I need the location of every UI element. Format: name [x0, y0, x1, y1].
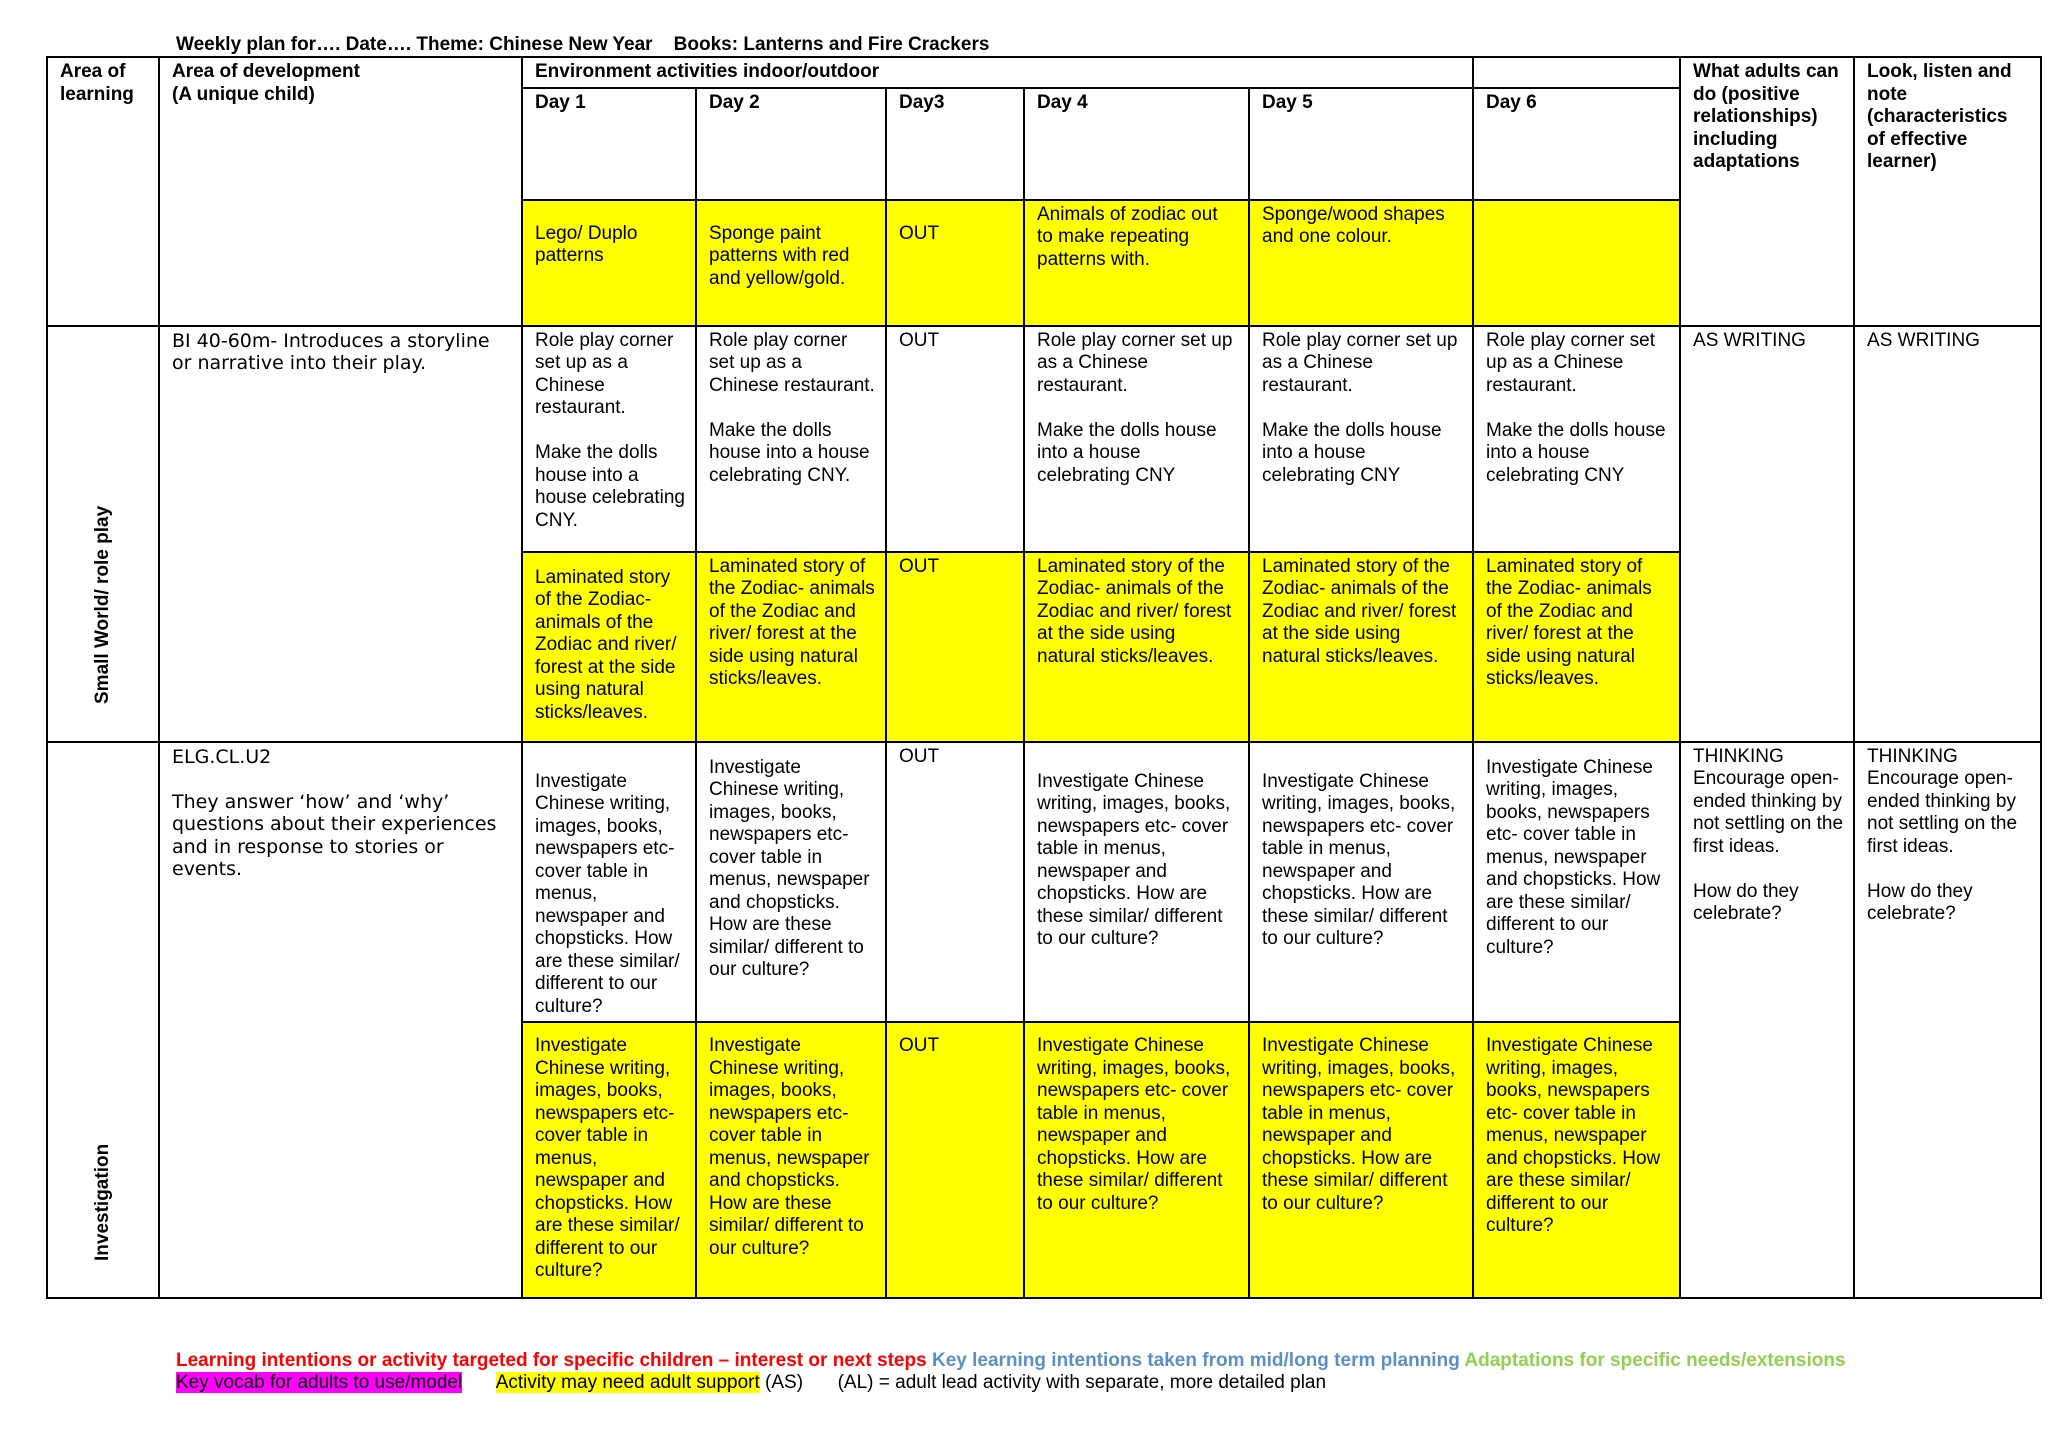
- activity-cell: Laminated story of the Zodiac- animals of the Zodiac and river/ forest at the side using natural sticks/leaves.: [1249, 552, 1473, 742]
- activity-cell: Laminated story of the Zodiac- animals of the Zodiac and river/ forest at the side using natural sticks/leaves.: [1024, 552, 1249, 742]
- legend-al: (AL) = adult lead activity with separate, more detailed plan: [837, 1372, 1327, 1393]
- activity-cell: Role play corner set up as a Chinese restaurant. Make the dolls house into a house celebrating CNY: [1249, 326, 1473, 552]
- legend-as: (AS): [759, 1372, 804, 1393]
- activity-cell: OUT: [886, 200, 1024, 326]
- activity-cell: Role play corner set up as a Chinese restaurant. Make the dolls house into a house celebrating CNY: [1473, 326, 1680, 552]
- adults-note: AS WRITING: [1680, 326, 1854, 742]
- activity-cell: Role play corner set up as a Chinese restaurant. Make the dolls house into a house celebrating CNY.: [522, 326, 696, 552]
- day-header: Day 1: [522, 88, 696, 200]
- activity-cell: Investigate Chinese writing, images, books, newspapers etc- cover table in menus, newspaper and chopsticks. How are these similar/ different to our culture?: [696, 742, 886, 1023]
- look-note: THINKING Encourage open-ended thinking by not settling on the first ideas. How do they celebrate?: [1854, 742, 2041, 1299]
- activity-cell: Animals of zodiac out to make repeating patterns with.: [1024, 200, 1249, 326]
- activity-cell: OUT: [886, 1022, 1024, 1298]
- activity-cell: OUT: [886, 326, 1024, 552]
- day-header: Day 4: [1024, 88, 1249, 200]
- area-investigation: Investigation: [47, 742, 159, 1299]
- header-environment: Environment activities indoor/outdoor: [522, 57, 1473, 88]
- development-text: BI 40-60m- Introduces a storyline or narrative into their play.: [159, 326, 522, 742]
- area-small-world: Small World/ role play: [47, 326, 159, 742]
- activity-cell: Sponge/wood shapes and one colour.: [1249, 200, 1473, 326]
- weekly-plan-table: [46, 56, 2042, 1299]
- header-area-of-learning: Area of learning: [47, 57, 159, 326]
- day-header: Day 5: [1249, 88, 1473, 200]
- development-text: ELG.CL.U2 They answer ‘how’ and ‘why’ questions about their experiences and in response to stories or events.: [159, 742, 522, 1299]
- activity-cell: Investigate Chinese writing, images, books, newspapers etc- cover table in menus, newspaper and chopsticks. How are these similar/ different to our culture?: [696, 1022, 886, 1298]
- legend-green: Adaptations for specific needs/extensions: [1464, 1350, 1846, 1371]
- legend-yellow: Activity may need adult support: [495, 1372, 760, 1393]
- header-adults: What adults can do (positive relationships) including adaptations: [1680, 57, 1854, 326]
- activity-cell: OUT: [886, 552, 1024, 742]
- activity-cell: Laminated story of the Zodiac- animals of the Zodiac and river/ forest at the side using natural sticks/leaves.: [522, 552, 696, 742]
- activity-cell: OUT: [886, 742, 1024, 1023]
- activity-cell: Role play corner set up as a Chinese restaurant. Make the dolls house into a house celebrating CNY: [1024, 326, 1249, 552]
- activity-cell: Role play corner set up as a Chinese restaurant. Make the dolls house into a house celebrating CNY.: [696, 326, 886, 552]
- activity-cell: Investigate Chinese writing, images, books, newspapers etc- cover table in menus, newspaper and chopsticks. How are these similar/ different to our culture?: [1249, 742, 1473, 1023]
- adults-note: THINKING Encourage open-ended thinking by not settling on the first ideas. How do they celebrate?: [1680, 742, 1854, 1299]
- look-note: AS WRITING: [1854, 326, 2041, 742]
- page-title: Weekly plan for…. Date…. Theme: Chinese New Year Books: Lanterns and Fire Crackers: [176, 34, 990, 55]
- legend-red: Learning intentions or activity targeted for specific children – interest or next steps: [176, 1350, 927, 1371]
- header-blank: [1473, 57, 1680, 88]
- activity-cell: Sponge paint patterns with red and yellow/gold.: [696, 200, 886, 326]
- header-area-of-development: Area of development (A unique child): [159, 57, 522, 326]
- activity-cell: [1473, 200, 1680, 326]
- activity-cell: Investigate Chinese writing, images, books, newspapers etc- cover table in menus, newspaper and chopsticks. How are these similar/ different to our culture?: [1473, 1022, 1680, 1298]
- day-header: Day3: [886, 88, 1024, 200]
- activity-cell: Investigate Chinese writing, images, books, newspapers etc- cover table in menus, newspaper and chopsticks. How are these similar/ different to our culture?: [522, 742, 696, 1023]
- activity-cell: Investigate Chinese writing, images, books, newspapers etc- cover table in menus, newspaper and chopsticks. How are these similar/ different to our culture?: [522, 1022, 696, 1298]
- legend-line-1: [176, 1350, 1846, 1372]
- legend-line-2: [176, 1372, 1326, 1394]
- header-look-listen: Look, listen and note (characteristics of effective learner): [1854, 57, 2041, 326]
- activity-cell: Laminated story of the Zodiac- animals of the Zodiac and river/ forest at the side using natural sticks/leaves.: [696, 552, 886, 742]
- activity-cell: Investigate Chinese writing, images, books, newspapers etc- cover table in menus, newspaper and chopsticks. How are these similar/ different to our culture?: [1473, 742, 1680, 1023]
- activity-cell: Lego/ Duplo patterns: [522, 200, 696, 326]
- day-header: Day 2: [696, 88, 886, 200]
- legend-magenta: Key vocab for adults to use/model: [176, 1372, 463, 1393]
- legend-blue: Key learning intentions taken from mid/long term planning: [931, 1350, 1460, 1371]
- activity-cell: Investigate Chinese writing, images, books, newspapers etc- cover table in menus, newspaper and chopsticks. How are these similar/ different to our culture?: [1249, 1022, 1473, 1298]
- activity-cell: Investigate Chinese writing, images, books, newspapers etc- cover table in menus, newspaper and chopsticks. How are these similar/ different to our culture?: [1024, 742, 1249, 1023]
- day-header: Day 6: [1473, 88, 1680, 200]
- activity-cell: Laminated story of the Zodiac- animals of the Zodiac and river/ forest at the side using natural sticks/leaves.: [1473, 552, 1680, 742]
- activity-cell: Investigate Chinese writing, images, books, newspapers etc- cover table in menus, newspaper and chopsticks. How are these similar/ different to our culture?: [1024, 1022, 1249, 1298]
